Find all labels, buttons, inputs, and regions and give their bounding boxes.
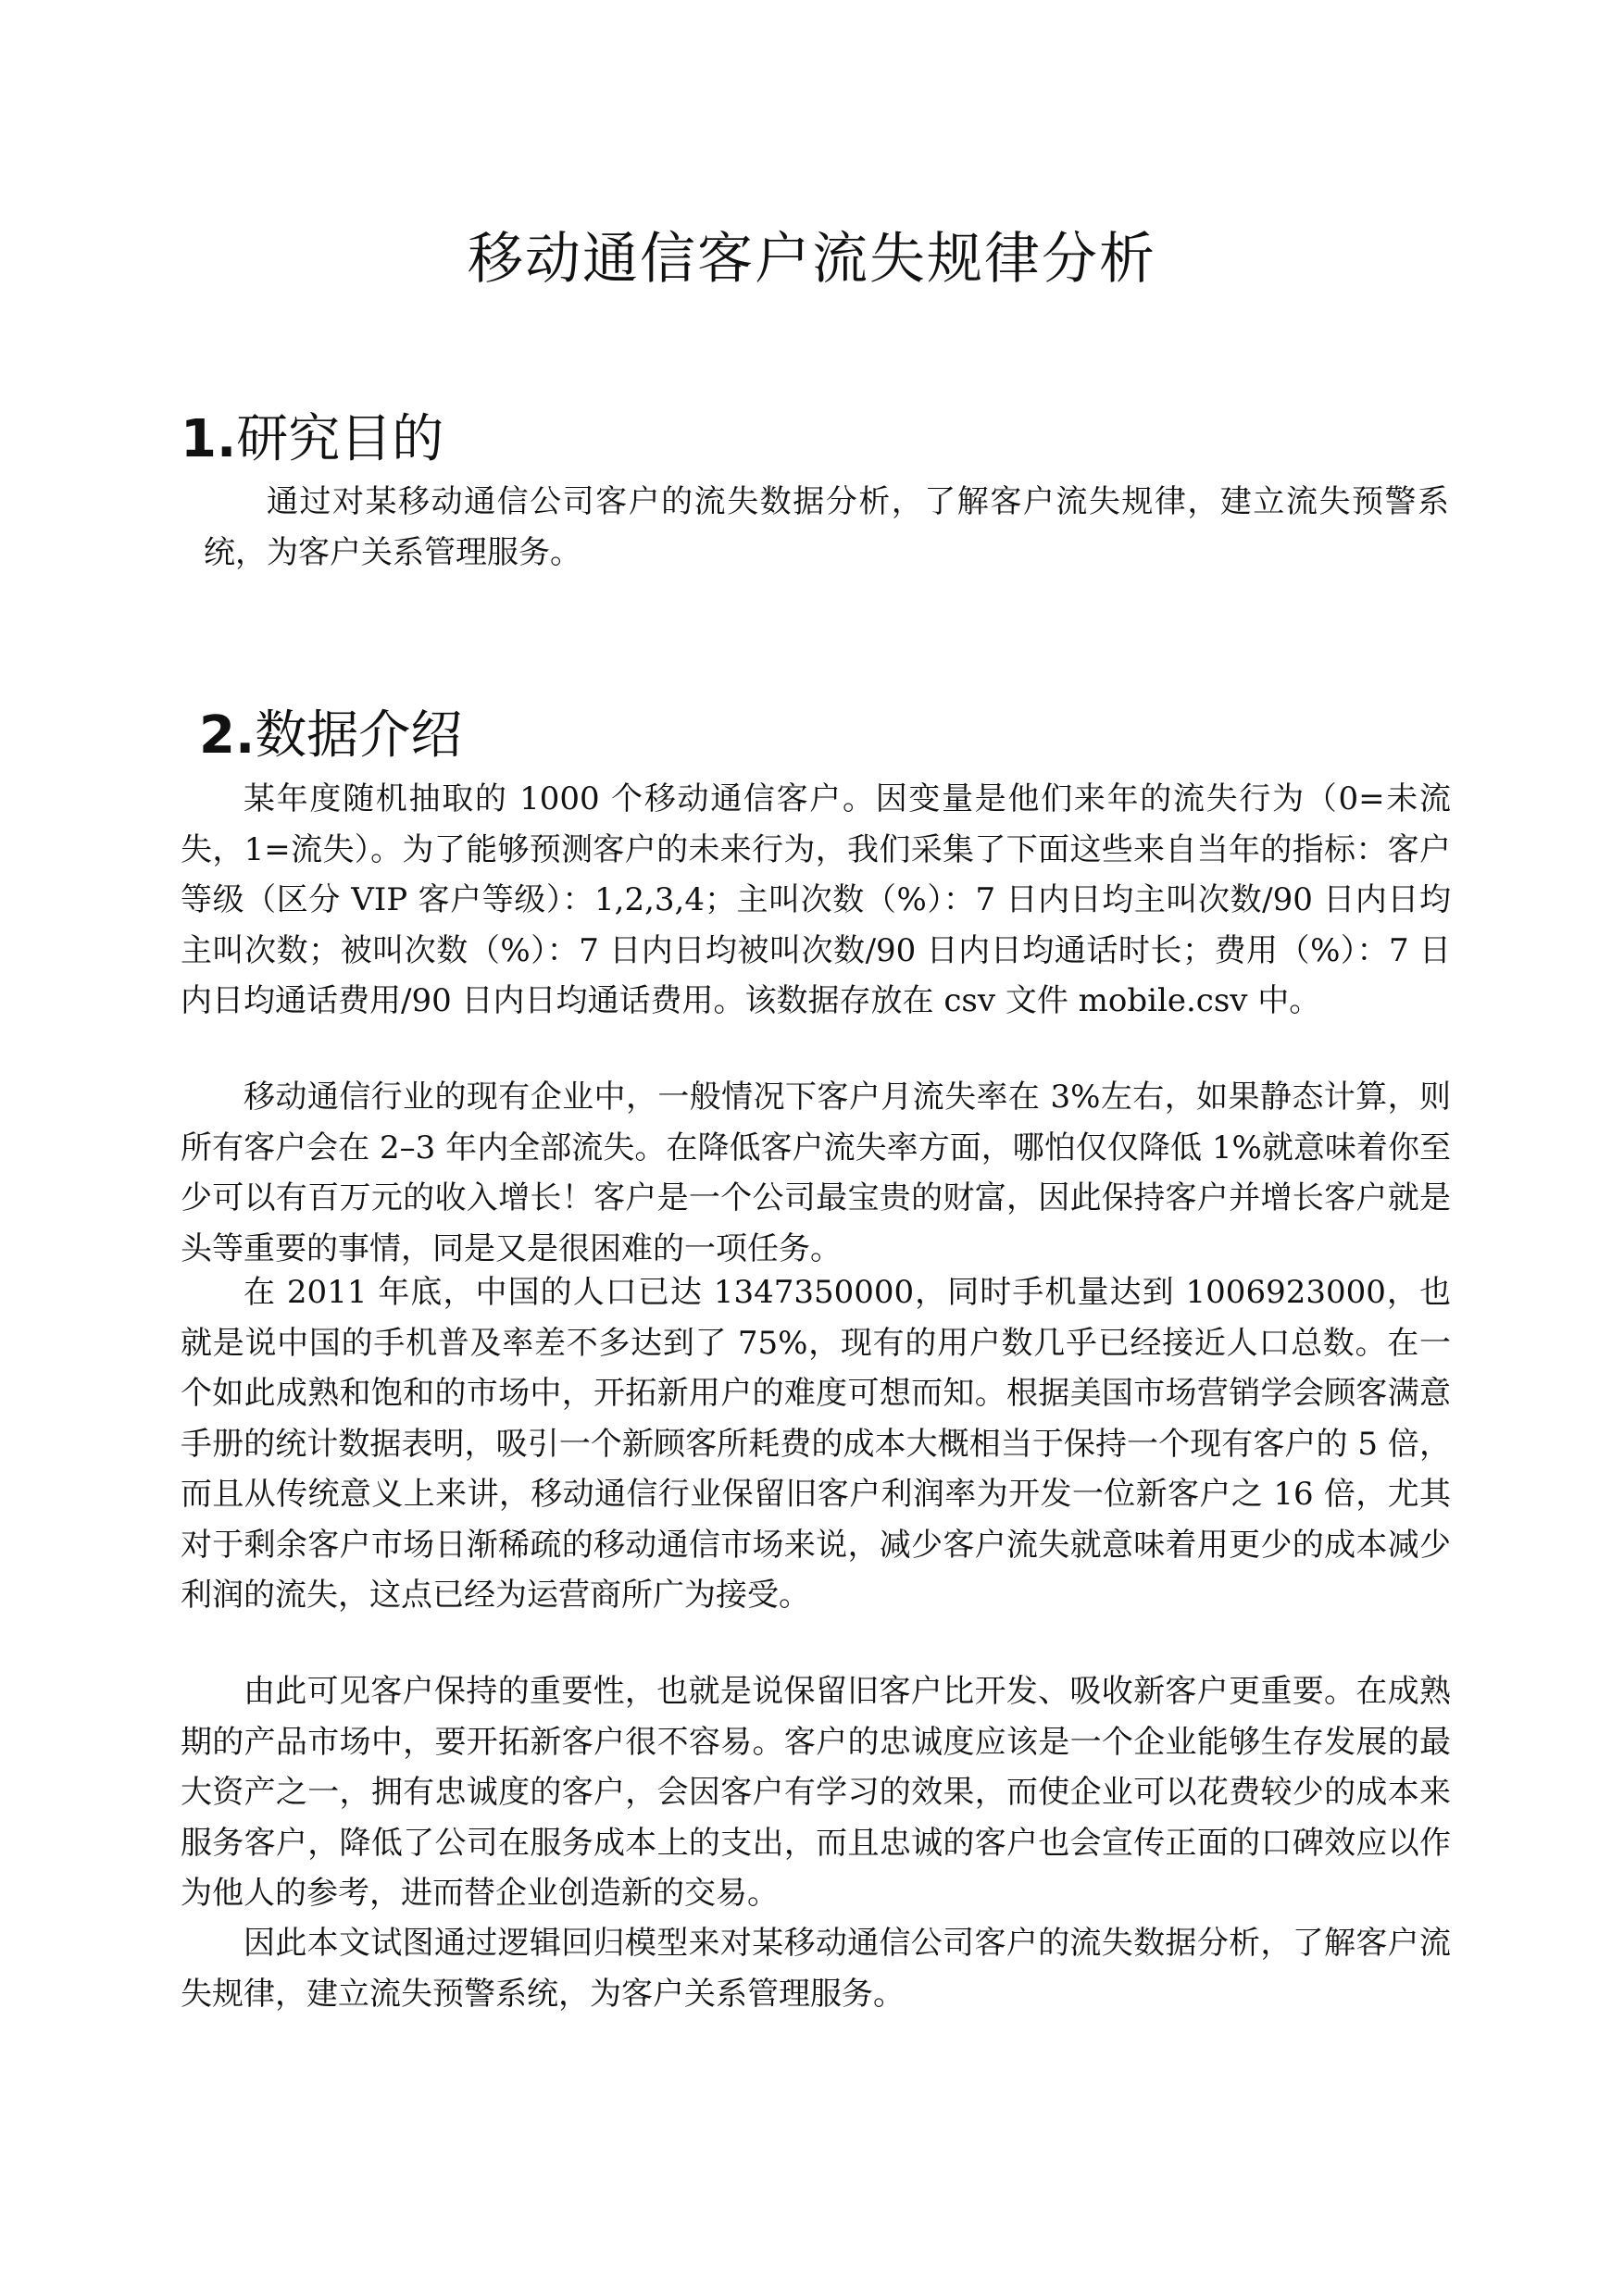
paragraph-purpose: 通过对某移动通信公司客户的流失数据分析，了解客户流失规律，建立流失预警系统，为客户关系管理服务。 — [204, 483, 1449, 571]
section-heading-data — [199, 704, 462, 768]
paragraph-churn-rate: 移动通信行业的现有企业中，一般情况下客户月流失率在 3%左右，如果静态计算，则所有客户会在 2–3 年内全部流失。在降低客户流失率方面，哪怕仅仅降低 1%就意味着你至少可以有百万元的收入增长！客户是一个公司最宝贵的财富，因此保持客户并增长客户就是头等重要的事情，同是又是很困难的一项任务。 — [181, 1079, 1451, 1267]
section-number: 1. — [181, 409, 237, 469]
paragraph-customer-retention: 由此可见客户保持的重要性，也就是说保留旧客户比开发、吸收新客户更重要。在成熟期的产品市场中，要开拓新客户很不容易。客户的忠诚度应该是一个企业能够生存发展的最大资产之一，拥有忠诚度的客户，会因客户有学习的效果，而使企业可以花费较少的成本来服务客户，降低了公司在服务成本上的支出，而且忠诚的客户也会宣传正面的口碑效应以作为他人的参考，进而替企业创造新的交易。 — [181, 1673, 1451, 1912]
section-heading-text: 数据介绍 — [255, 705, 463, 766]
section-number: 2. — [199, 705, 256, 766]
paragraph-conclusion: 因此本文试图通过逻辑回归模型来对某移动通信公司客户的流失数据分析，了解客户流失规律，建立流失预警系统，为客户关系管理服务。 — [181, 1925, 1451, 2013]
section-heading-purpose — [181, 407, 443, 472]
document-title: 移动通信客户流失规律分析 — [468, 227, 1156, 292]
paragraph-data-description: 某年度随机抽取的 1000 个移动通信客户。因变量是他们来年的流失行为（0=未流失，1=流失）。为了能够预测客户的未来行为，我们采集了下面这些来自当年的指标：客户等级（区分 VIP 客户等级）：1,2,3,4；主叫次数（%）：7 日内日均主叫次数/90 日内日均主叫次数；被叫次数（%）：7 日内日均被叫次数/90 日内日均通话时长；费用（%）：7 日内日均通话费用/90 日内日均通话费用。该数据存放在 csv 文件 mobile.csv 中。 — [181, 780, 1451, 1019]
paragraph-market-saturation: 在 2011 年底，中国的人口已达 1347350000，同时手机量达到 1006923000，也就是说中国的手机普及率差不多达到了 75%，现有的用户数几乎已经接近人口总数。在一个如此成熟和饱和的市场中，开拓新用户的难度可想而知。根据美国市场营销学会顾客满意手册的统计数据表明，吸引一个新顾客所耗费的成本大概相当于保持一个现有客户的 5 倍，而且从传统意义上来讲，移动通信行业保留旧客户利润率为开发一位新客户之 16 倍，尤其对于剩余客户市场日渐稀疏的移动通信市场来说，减少客户流失就意味着用更少的成本减少利润的流失，这点已经为运营商所广为接受。 — [181, 1274, 1451, 1614]
section-heading-text: 研究目的 — [236, 409, 444, 469]
